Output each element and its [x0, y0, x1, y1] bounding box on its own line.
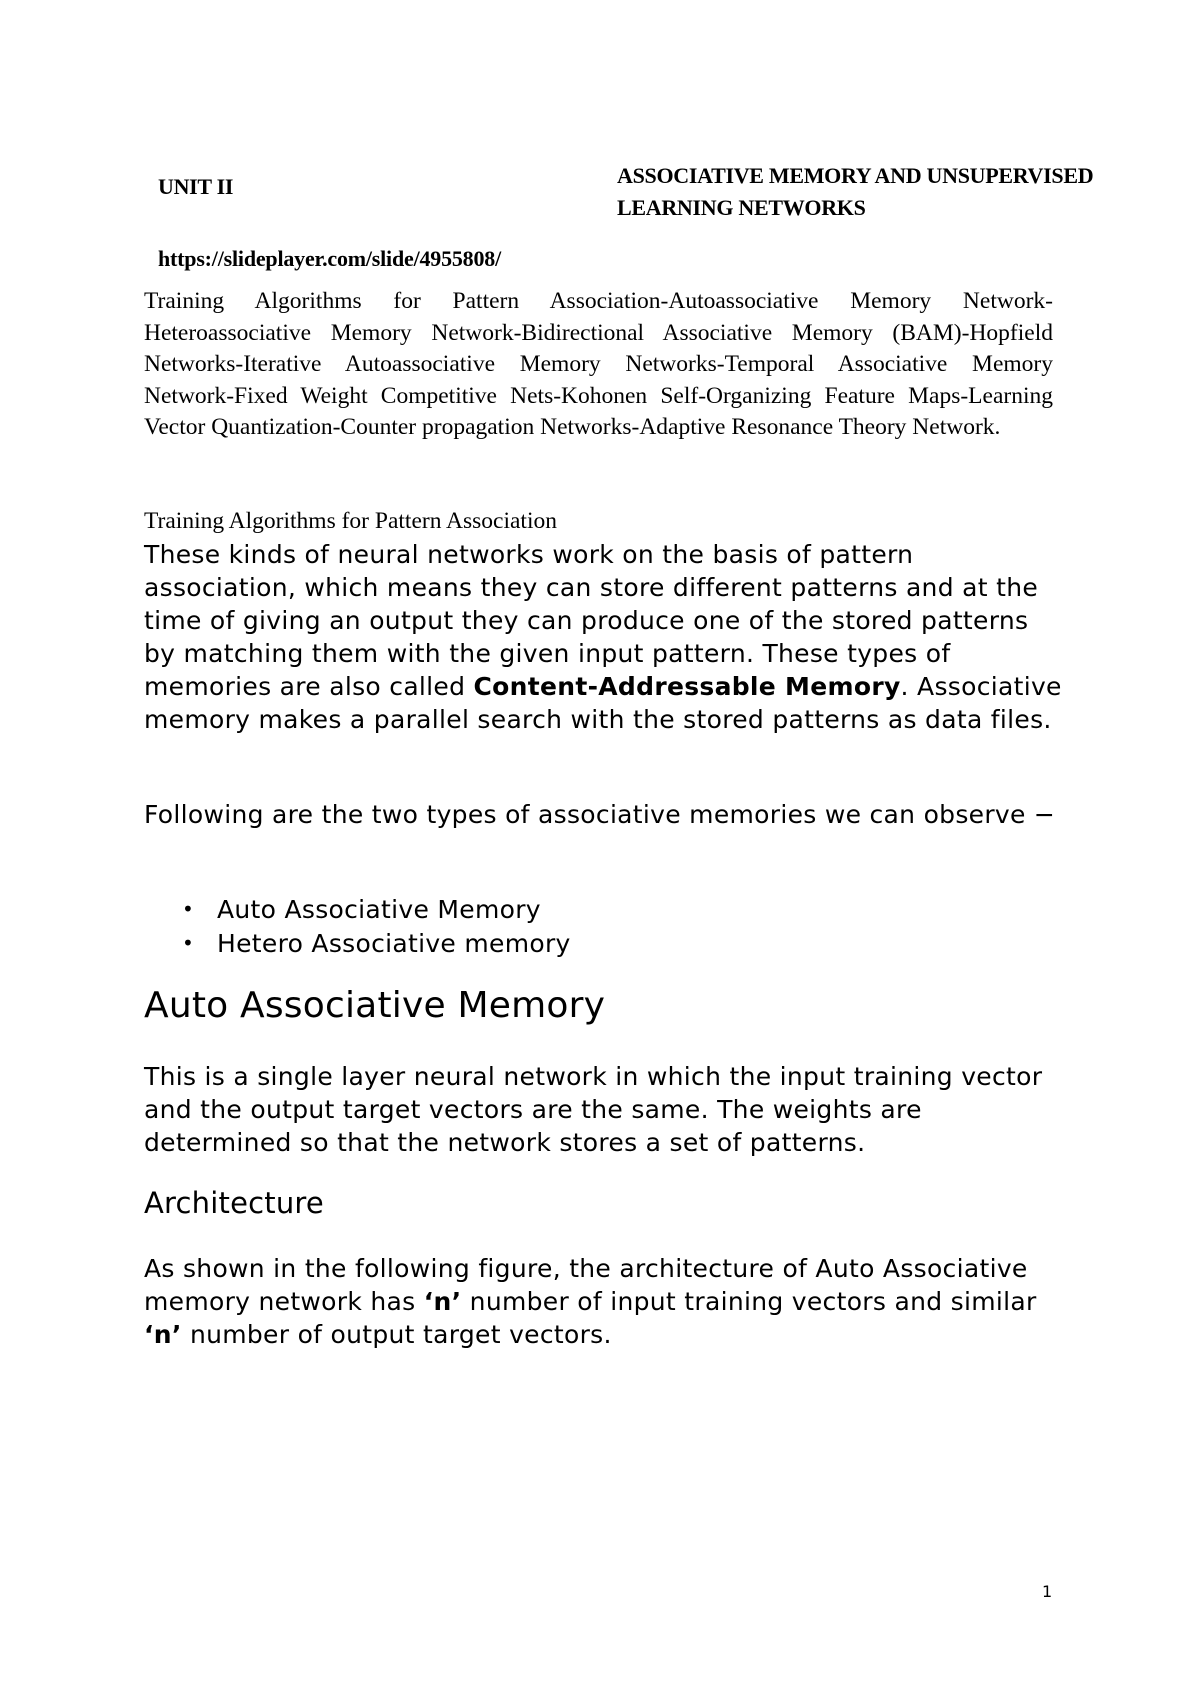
n-term-2: ‘n’	[144, 1320, 182, 1349]
architecture-text-3: number of output target vectors.	[181, 1320, 612, 1349]
list-item-label: Hetero Associative memory	[217, 929, 571, 958]
n-term-1: ‘n’	[423, 1287, 462, 1316]
architecture-paragraph	[144, 1252, 1064, 1351]
types-intro-paragraph: Following are the two types of associative memories we can observe −	[144, 800, 1056, 829]
section-label: Training Algorithms for Pattern Association	[144, 508, 557, 534]
architecture-text-2: number of input training vectors and similar	[461, 1287, 1037, 1316]
unit-title	[617, 160, 1200, 224]
architecture-text-1: As shown in the following figure, the architecture of Auto Associative memory network has	[144, 1254, 1028, 1316]
intro-text-before: These kinds of neural networks work on the basis of pattern association, which means they can store different patterns and at the time of giving an output they can produce one of the stored patterns by matching them with the given input pattern. These types of memories are also called	[144, 540, 1039, 701]
auto-associative-heading: Auto Associative Memory	[144, 985, 606, 1026]
syllabus-paragraph: Training Algorithms for Pattern Association-Autoassociative Memory Network-Heteroassociative Memory Network-Bidirectional Associative Memory (BAM)-Hopfield Networks-Iterative Autoassociative Memory Networks-Temporal Associative Memory Network-Fixed Weight Competitive Nets-Kohonen Self-Organizing Feature Maps-Learning Vector Quantization-Counter propagation Networks-Adaptive Resonance Theory Network.	[144, 288, 1053, 441]
auto-associative-paragraph: This is a single layer neural network in which the input training vector and the output target vectors are the same. The weights are determined so that the network stores a set of patterns.	[144, 1062, 1043, 1157]
unit-label: UNIT II	[158, 174, 234, 199]
intro-text-after: . Associative memory makes a parallel search with the stored patterns as data files.	[144, 672, 1062, 734]
unit-title-line-2: LEARNING NETWORKS	[617, 195, 866, 220]
list-item	[144, 927, 571, 961]
unit-title-line-1: ASSOCIATIVE MEMORY AND UNSUPERVISED	[617, 163, 1094, 188]
memory-types-list	[144, 893, 571, 961]
list-item	[144, 893, 571, 927]
bullet-icon: •	[182, 897, 195, 921]
page-number: 1	[1042, 1582, 1053, 1601]
source-url: https://slideplayer.com/slide/4955808/	[158, 246, 501, 271]
bullet-icon: •	[182, 931, 195, 955]
list-item-label: Auto Associative Memory	[217, 895, 541, 924]
content-addressable-memory-term: Content-Addressable Memory	[473, 672, 901, 701]
architecture-heading: Architecture	[144, 1186, 324, 1220]
intro-paragraph	[144, 538, 1064, 736]
